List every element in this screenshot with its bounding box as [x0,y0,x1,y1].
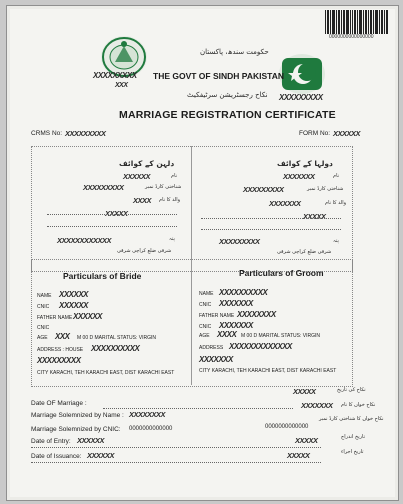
groom-urdu-label: شناختی کارڈ نمبر [307,186,344,192]
bride-age: XXX [55,332,70,341]
bride-name: XXXXXX [59,290,89,299]
groom-urdu-label: نام [333,173,340,179]
bride-urdu-value: XXXXX [105,209,128,218]
groom-name: XXXXXXXXXX [219,288,268,297]
right-emblem-code: XXXXXXXXX [279,93,323,102]
bride-father: XXXXXX [73,312,103,321]
footer-right-value: XXXXX [295,436,318,445]
groom-city: CITY KARACHI, TEH KARACHI EAST, DIST KARACHI EAST [199,368,337,374]
groom-urdu-label: والد کا نام [325,200,347,206]
footer-label: Marriage Solemnized by CNIC: [31,426,121,433]
bride-cnic: XXXXXX [59,301,89,310]
groom-cnic-label: CNIC [199,302,212,308]
groom-name-label: NAME [199,291,214,297]
bride-urdu-label: نام [171,173,178,179]
bride-cnic2-label: CNIC [37,325,50,331]
footer-left-value: XXXXXXXX [129,410,166,419]
bride-urdu-label: پتہ [169,236,175,242]
groom-cnic2: XXXXXXX [219,321,253,330]
groom-address-2: XXXXXXX [199,355,233,364]
footer-left-value: XXXXXX [77,436,105,445]
groom-urdu-label: پتہ [333,238,339,244]
groom-urdu-value: XXXXXXXXX [219,237,260,246]
footer-urdu-label: تاریخ اندراج [341,434,365,440]
groom-urdu-rule [201,229,341,230]
groom-age: XXXX [217,330,237,339]
pakistan-emblem-right [279,54,325,94]
footer-rule [103,408,293,409]
bride-heading: Particulars of Bride [63,271,142,281]
groom-urdu-city: شرقی ضلع کراچی شرقی [277,249,332,255]
footer-label: Marriage Solemnized by Name : [31,412,124,419]
groom-address-label: ADDRESS [199,345,224,351]
bride-urdu-value: XXXXXX [123,172,151,181]
bride-urdu-city: شرقی ضلع کراچی شرقی [117,248,172,254]
certificate-sheet [6,5,399,501]
groom-address: XXXXXXXXXXXXX [229,342,292,351]
footer-urdu-label: نکاح خواں کا نام [341,402,376,408]
groom-cnic2-label: CNIC [199,324,212,330]
crms-label: CRMS No: [31,130,63,137]
crms-value: XXXXXXXXX [65,129,106,138]
left-emblem-code-2: XXX [115,82,128,89]
footer-right-value: XXXXXXX [301,401,333,410]
urdu-govt-heading: حکومت سندھ، پاکستان [200,48,269,56]
left-emblem-code: XXXXXXXXX [93,71,137,80]
form-label: FORM No: [299,130,331,137]
bride-address-2: XXXXXXXXX [37,356,81,365]
bride-urdu-value: XXXXXXXXXXXX [57,236,112,245]
footer-rule [31,447,321,448]
groom-father: XXXXXXXX [237,310,276,319]
bride-age-status: M 00 D MARITAL STATUS: VIRGIN [77,335,156,341]
footer-label: Date OF Marriage : [31,400,87,407]
footer-right-value: 0000000000000 [265,424,309,430]
groom-urdu-heading: دولہا کے کوائف [277,159,333,168]
bride-father-label: FATHER NAME [37,315,73,321]
bride-urdu-value: XXXXXXXXX [83,183,124,192]
footer-urdu-label: نکاح کی تاریخ [337,387,366,393]
groom-urdu-value: XXXXXXX [269,199,301,208]
bride-age-label: AGE [37,335,48,341]
groom-urdu-rule [201,218,341,219]
bride-urdu-rule [47,226,177,227]
bride-address-label: ADDRESS : HOUSE [37,347,84,353]
urdu-certificate-title: نکاح رجسٹریشن سرٹیفکیٹ [187,91,268,99]
groom-urdu-value: XXXXX [303,212,326,221]
bride-cnic-label: CNIC [37,304,50,310]
footer-label: Date of Issuance: [31,453,82,460]
groom-cnic: XXXXXXX [219,299,253,308]
bride-urdu-value: XXXX [133,196,152,205]
footer-left-value: 0000000000000 [129,426,173,432]
bride-name-label: NAME [37,293,52,299]
urdu-panel-divider [191,146,192,270]
barcode-number: 0000000000000000 [329,34,374,40]
groom-age-status: M 00 D MARITAL STATUS: VIRGIN [241,333,320,339]
groom-age-label: AGE [199,333,210,339]
groom-urdu-value: XXXXXXXXX [243,185,284,194]
groom-heading: Particulars of Groom [239,268,324,278]
bride-address: XXXXXXXXXX [91,344,140,353]
footer-right-value: XXXXX [293,387,316,396]
groom-father-label: FATHER NAME [199,313,235,319]
bride-urdu-heading: دلہن کے کوائف [119,159,175,168]
footer-right-value: XXXXX [287,451,310,460]
english-panel-divider [191,259,192,385]
govt-heading: THE GOVT OF SINDH PAKISTAN [153,71,284,81]
bride-city: CITY KARACHI, TEH KARACHI EAST, DIST KARACHI EAST [37,370,175,376]
form-value: XXXXXX [333,129,361,138]
groom-urdu-value: XXXXXXX [283,172,315,181]
footer-urdu-label: نکاح خواں کا شناختی کارڈ نمبر [319,416,384,422]
bride-urdu-label: والد کا نام [159,197,181,203]
bride-urdu-rule [47,214,177,215]
footer-left-value: XXXXXX [87,451,115,460]
footer-label: Date of Entry: [31,438,71,445]
footer-urdu-label: تاریخ اجراء [341,449,364,455]
bride-urdu-label: شناختی کارڈ نمبر [145,184,182,190]
pakistan-seal-icon [279,54,325,94]
certificate-title: MARRIAGE REGISTRATION CERTIFICATE [119,109,336,121]
footer-rule [31,462,321,463]
